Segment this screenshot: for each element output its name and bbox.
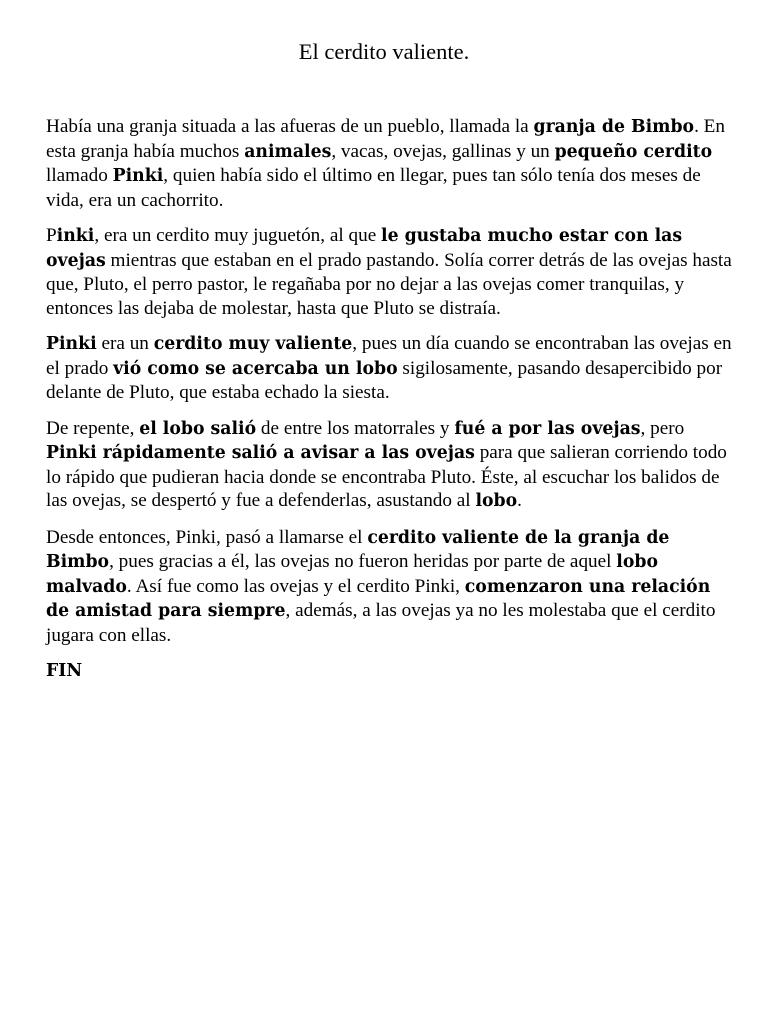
- text-run: para que salieran corriendo todo lo rápido que pudieran hacia donde se encontraba Pluto. Éste, al escuchar los balidos de las ovejas, se despertó y fue a defenderlas, asustando al: [46, 442, 727, 511]
- paragraph: [46, 224, 732, 320]
- story-body: [46, 115, 732, 684]
- text-run: P: [46, 225, 57, 246]
- text-run: sigilosamente, pasando desapercibido por delante de Pluto, que estaba echado la siesta.: [46, 357, 723, 403]
- text-run: , pero: [640, 417, 685, 439]
- story-title: El cerdito valiente.: [298, 39, 470, 64]
- text-run: De repente,: [46, 417, 140, 439]
- text-run: de entre los matorrales y: [256, 417, 455, 439]
- text-run: , quien había sido el último en llegar, pues tan sólo tenía dos meses de vida, era un cachorrito.: [46, 165, 701, 211]
- story-ending: [46, 659, 732, 684]
- text-run: , era un cerdito muy juguetón, al que: [94, 225, 382, 246]
- bold-text: comenzaron una relación de amistad para siempre: [46, 576, 711, 621]
- paragraph: [46, 417, 732, 514]
- bold-text: cerdito muy valiente: [153, 334, 353, 354]
- text-run: era un: [96, 333, 154, 354]
- bold-text: Pinki: [112, 166, 164, 186]
- bold-text: lobo: [475, 491, 518, 511]
- text-run: , pues un día cuando se encontraban las ovejas en el prado: [46, 333, 732, 379]
- bold-text: Pinki rápidamente salió a avisar a las ovejas: [46, 443, 475, 463]
- bold-text: inki: [56, 226, 95, 246]
- text-run: .: [517, 490, 522, 511]
- text-run: , además, a las ovejas ya no les molestaba que el cerdito jugara con ellas.: [46, 600, 716, 646]
- bold-text: el lobo salió: [139, 418, 257, 439]
- paragraph: [46, 115, 732, 212]
- text-run: , pues gracias a él, las ovejas no fueron heridas por parte de aquel: [109, 551, 617, 572]
- bold-text: le gustaba mucho estar con las ovejas: [46, 226, 683, 271]
- bold-text: Pinki: [46, 334, 97, 354]
- bold-text: granja de Bimbo: [533, 117, 695, 137]
- bold-text: animales: [244, 141, 332, 162]
- text-run: Desde entonces, Pinki, pasó a llamarse el: [46, 526, 368, 548]
- bold-text: pequeño cerdito: [554, 141, 713, 162]
- text-run: Había una granja situada a las afueras de un pueblo, llamada la: [46, 116, 534, 137]
- bold-text: fué a por las ovejas: [454, 418, 641, 439]
- bold-text: lobo malvado: [46, 552, 658, 597]
- bold-text: vió como se acercaba un lobo: [113, 358, 398, 379]
- text-run: . En esta granja había muchos: [46, 116, 725, 162]
- text-run: . Así fue como las ovejas y el cerdito Pinki,: [126, 575, 465, 597]
- text-run: , vacas, ovejas, gallinas y un: [331, 140, 555, 162]
- bold-text: cerdito valiente de la granja de Bimbo: [46, 527, 670, 572]
- text-run: llamado: [46, 165, 113, 186]
- text-run: mientras que estaban en el prado pastando. Solía correr detrás de las ovejas hasta que, Pluto, el perro pastor, le regañaba por no dejar a las ovejas comer tranquilas, y entonces las dejaba de molestar, hasta que Pluto se distraía.: [46, 249, 732, 319]
- paragraph: [46, 332, 732, 405]
- paragraph: [46, 526, 732, 648]
- ending-label: FIN: [46, 661, 83, 681]
